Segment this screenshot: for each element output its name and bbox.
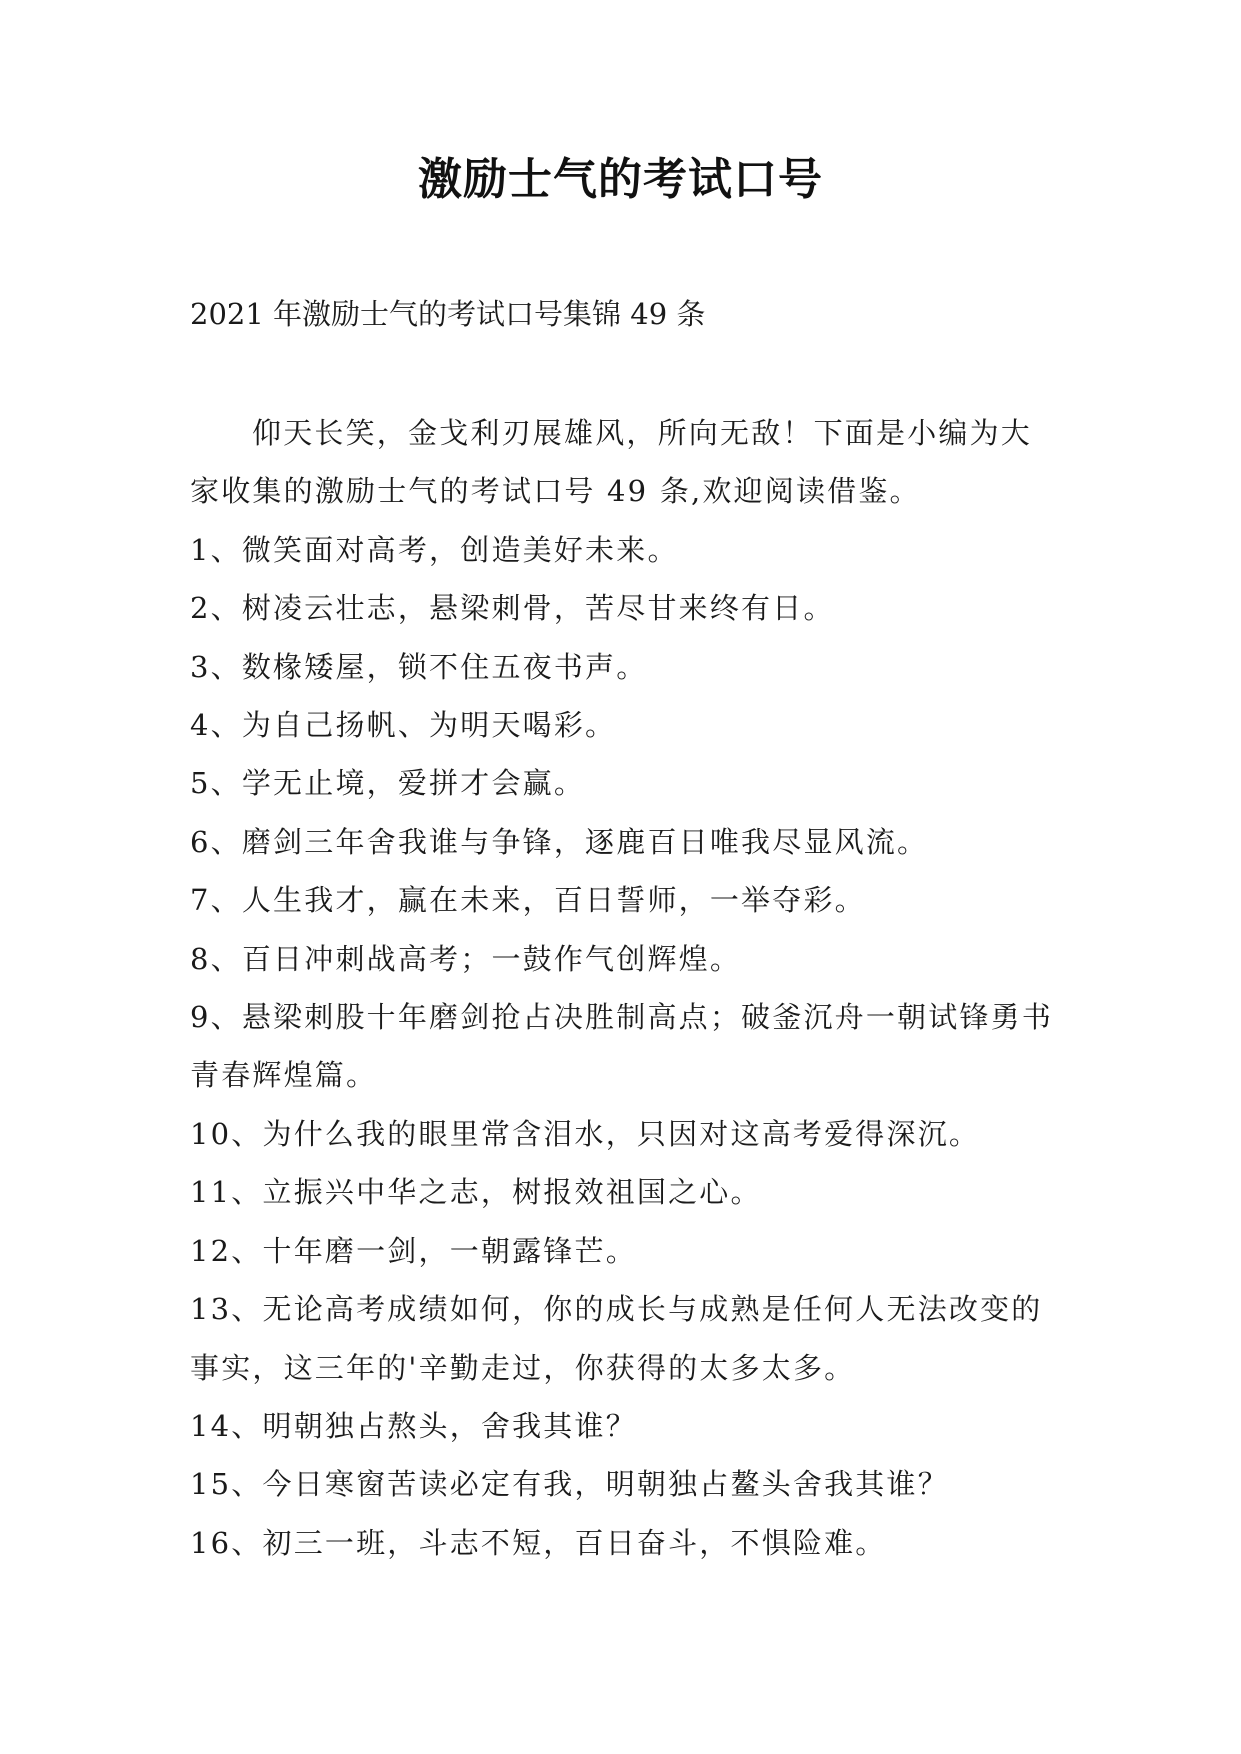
slogan-item-3: 3、数椽矮屋，锁不住五夜书声。 (190, 649, 648, 684)
document-body (190, 404, 1060, 1572)
slogan-item-14: 14、明朝独占熬头，舍我其谁？ (190, 1408, 637, 1443)
slogan-item-12: 12、十年磨一剑，一朝露锋芒。 (190, 1233, 637, 1268)
slogan-item-9: 9、悬梁刺股十年磨剑抢占决胜制高点；破釜沉舟一朝试锋勇书青春辉煌篇。 (190, 1000, 1054, 1093)
slogan-item-2: 2、树凌云壮志，悬梁刺骨，苦尽甘来终有日。 (190, 591, 835, 626)
slogan-item-1: 1、微笑面对高考，创造美好未来。 (190, 532, 679, 567)
slogan-item-16: 16、初三一班，斗志不短，百日奋斗，不惧险难。 (190, 1525, 887, 1560)
slogan-item-5: 5、学无止境，爱拼才会赢。 (190, 766, 586, 801)
slogan-item-4: 4、为自己扬帆、为明天喝彩。 (190, 708, 617, 743)
slogan-item-7: 7、人生我才，赢在未来，百日誓师，一举夺彩。 (190, 883, 866, 918)
slogan-item-15: 15、今日寒窗苦读必定有我，明朝独占鳌头舍我其谁？ (190, 1467, 949, 1502)
slogan-item-10: 10、为什么我的眼里常含泪水，只因对这高考爱得深沉。 (190, 1116, 981, 1151)
intro-paragraph: 仰天长笑，金戈利刃展雄风，所向无敌！下面是小编为大家收集的激励士气的考试口号 49 条,欢迎阅读借鉴。 (190, 416, 1033, 509)
slogan-item-13: 13、无论高考成绩如何，你的成长与成熟是任何人无法改变的事实，这三年的'辛勤走过，你获得的太多太多。 (190, 1292, 1043, 1385)
slogan-item-8: 8、百日冲刺战高考；一鼓作气创辉煌。 (190, 941, 742, 976)
document-title: 激励士气的考试口号 (418, 154, 823, 205)
slogan-item-11: 11、立振兴中华之志，树报效祖国之心。 (190, 1175, 762, 1210)
slogan-item-6: 6、磨剑三年舍我谁与争锋，逐鹿百日唯我尽显风流。 (190, 824, 929, 859)
document-subtitle: 2021 年激励士气的考试口号集锦 49 条 (190, 297, 706, 331)
